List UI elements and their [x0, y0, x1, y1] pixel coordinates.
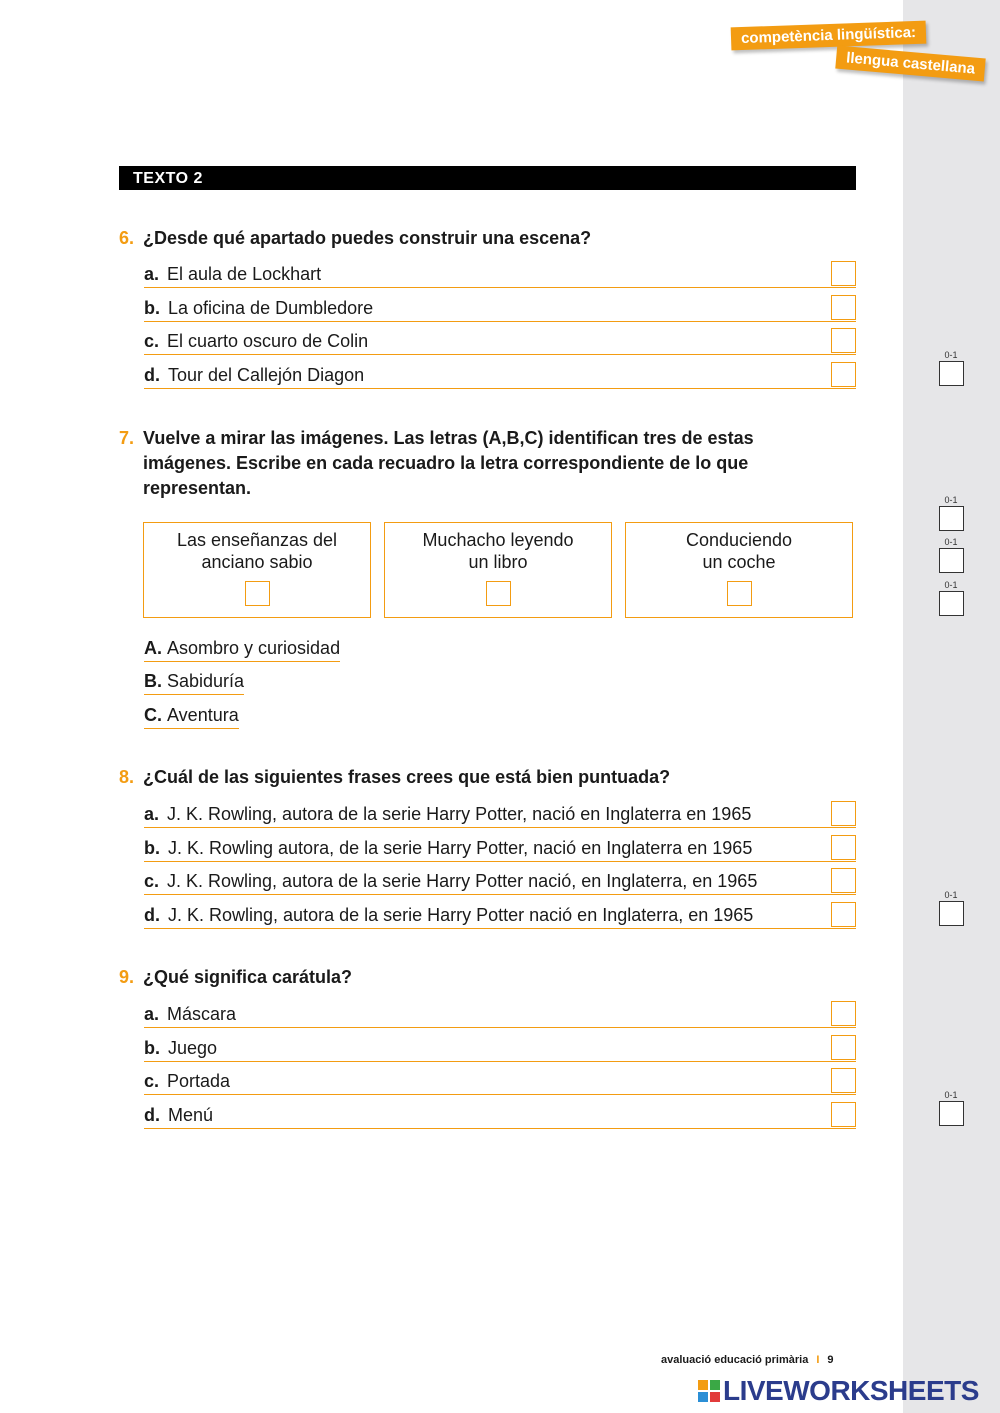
section-title: TEXTO 2: [133, 170, 203, 187]
option-text: Menú: [168, 1105, 214, 1125]
option-text: Juego: [168, 1038, 218, 1058]
option-text: J. K. Rowling, autora de la serie Harry Potter nació en Inglaterra, en 1965: [168, 905, 754, 925]
page-number: 9: [827, 1354, 834, 1366]
score-label: 0-1: [944, 350, 958, 360]
answer-option: [144, 328, 856, 355]
score-box[interactable]: [939, 591, 964, 616]
option-text: J. K. Rowling, autora de la serie Harry Potter nació, en Inglaterra, en 1965: [167, 871, 758, 891]
option-letter: a.: [144, 264, 160, 284]
question-text: ¿Qué significa carátula?: [143, 967, 353, 987]
option-text: Tour del Callejón Diagon: [168, 365, 365, 385]
answer-option: [144, 362, 856, 389]
image-description-box: [384, 522, 612, 618]
option-letter: d.: [144, 905, 160, 925]
legend-item: [144, 702, 239, 729]
answer-checkbox[interactable]: [831, 328, 856, 353]
legend-letter: C.: [144, 705, 162, 725]
answer-checkbox[interactable]: [831, 362, 856, 387]
score-box[interactable]: [939, 548, 964, 573]
subject-tag-language: llengua castellana: [835, 46, 986, 82]
score-label: 0-1: [944, 495, 958, 505]
score-field-q7a: [939, 495, 963, 531]
score-field-q8: [939, 890, 963, 926]
section-title-bar: [119, 166, 856, 190]
subject-tag: competència lingüística:: [731, 21, 927, 51]
option-letter: a.: [144, 1004, 160, 1024]
answer-checkbox[interactable]: [831, 868, 856, 893]
answer-option: [144, 1068, 856, 1095]
letter-input-box[interactable]: [245, 581, 270, 606]
liveworksheets-logo-icon: [698, 1380, 720, 1402]
answer-option: [144, 1035, 856, 1062]
footer-separator: I: [816, 1354, 820, 1366]
score-box[interactable]: [939, 901, 964, 926]
score-label: 0-1: [944, 537, 958, 547]
answer-checkbox[interactable]: [831, 1068, 856, 1093]
image-caption-line1: Las enseñanzas del: [176, 530, 338, 550]
option-text: La oficina de Dumbledore: [168, 298, 374, 318]
question-8: [119, 765, 839, 790]
question-9: [119, 965, 839, 990]
question-number: 9.: [119, 967, 135, 987]
image-caption-line2: un libro: [468, 552, 528, 572]
legend-text: Sabiduría: [167, 671, 245, 691]
question-6: [119, 226, 839, 251]
legend-letter: B.: [144, 671, 162, 691]
image-caption-line1: Muchacho leyendo: [422, 530, 574, 550]
option-letter: b.: [144, 838, 160, 858]
question-text: ¿Cuál de las siguientes frases crees que está bien puntuada?: [143, 767, 671, 787]
answer-checkbox[interactable]: [831, 261, 856, 286]
legend-item: [144, 635, 340, 662]
answer-option: [144, 1102, 856, 1129]
score-box[interactable]: [939, 506, 964, 531]
answer-checkbox[interactable]: [831, 1001, 856, 1026]
answer-option: [144, 295, 856, 322]
option-letter: b.: [144, 298, 160, 318]
legend-text: Aventura: [167, 705, 239, 725]
option-text: El cuarto oscuro de Colin: [167, 331, 369, 351]
answer-checkbox[interactable]: [831, 1035, 856, 1060]
answer-option: [144, 801, 856, 828]
answer-checkbox[interactable]: [831, 1102, 856, 1127]
option-letter: d.: [144, 1105, 160, 1125]
page-footer: [661, 1354, 834, 1366]
score-box[interactable]: [939, 1101, 964, 1126]
answer-checkbox[interactable]: [831, 835, 856, 860]
answer-option: [144, 902, 856, 929]
score-label: 0-1: [944, 1090, 958, 1100]
answer-option: [144, 1001, 856, 1028]
letter-input-box[interactable]: [727, 581, 752, 606]
score-box[interactable]: [939, 361, 964, 386]
option-text: El aula de Lockhart: [167, 264, 322, 284]
image-description-box: [625, 522, 853, 618]
question-number: 6.: [119, 228, 135, 248]
legend-text: Asombro y curiosidad: [167, 638, 341, 658]
score-field-q7c: [939, 580, 963, 616]
score-sidebar: [903, 0, 1000, 1413]
answer-option: [144, 261, 856, 288]
option-letter: c.: [144, 871, 160, 891]
brand-logo: [698, 1375, 979, 1407]
score-field-q9: [939, 1090, 963, 1126]
question-number: 7.: [119, 428, 135, 448]
score-label: 0-1: [944, 890, 958, 900]
question-text: ¿Desde qué apartado puedes construir una escena?: [143, 228, 592, 248]
legend-item: [144, 668, 244, 695]
image-caption-line2: anciano sabio: [201, 552, 313, 572]
option-text: J. K. Rowling autora, de la serie Harry Potter, nació en Inglaterra en 1965: [168, 838, 753, 858]
option-letter: b.: [144, 1038, 160, 1058]
image-description-box: [143, 522, 371, 618]
answer-checkbox[interactable]: [831, 801, 856, 826]
image-caption-line1: Conduciendo: [685, 530, 793, 550]
option-letter: d.: [144, 365, 160, 385]
letter-input-box[interactable]: [486, 581, 511, 606]
option-text: Máscara: [167, 1004, 237, 1024]
option-text: Portada: [167, 1071, 231, 1091]
option-letter: c.: [144, 331, 160, 351]
score-label: 0-1: [944, 580, 958, 590]
answer-checkbox[interactable]: [831, 902, 856, 927]
option-letter: c.: [144, 1071, 160, 1091]
score-field-q7b: [939, 537, 963, 573]
question-7: [119, 426, 839, 501]
answer-option: [144, 868, 856, 895]
legend-letter: A.: [144, 638, 162, 658]
option-text: J. K. Rowling, autora de la serie Harry Potter, nació en Inglaterra en 1965: [167, 804, 752, 824]
brand-name: LIVEWORKSHEETS: [723, 1375, 979, 1406]
question-text: Vuelve a mirar las imágenes. Las letras (A,B,C) identifican tres de estas imágenes. Escribe en cada recuadro la letra correspondiente de lo que representan.: [143, 428, 754, 498]
option-letter: a.: [144, 804, 160, 824]
answer-option: [144, 835, 856, 862]
score-field-q6: [939, 350, 963, 386]
question-number: 8.: [119, 767, 135, 787]
footer-text: avaluació educació primària: [661, 1354, 809, 1366]
image-caption-line2: un coche: [702, 552, 776, 572]
answer-checkbox[interactable]: [831, 295, 856, 320]
